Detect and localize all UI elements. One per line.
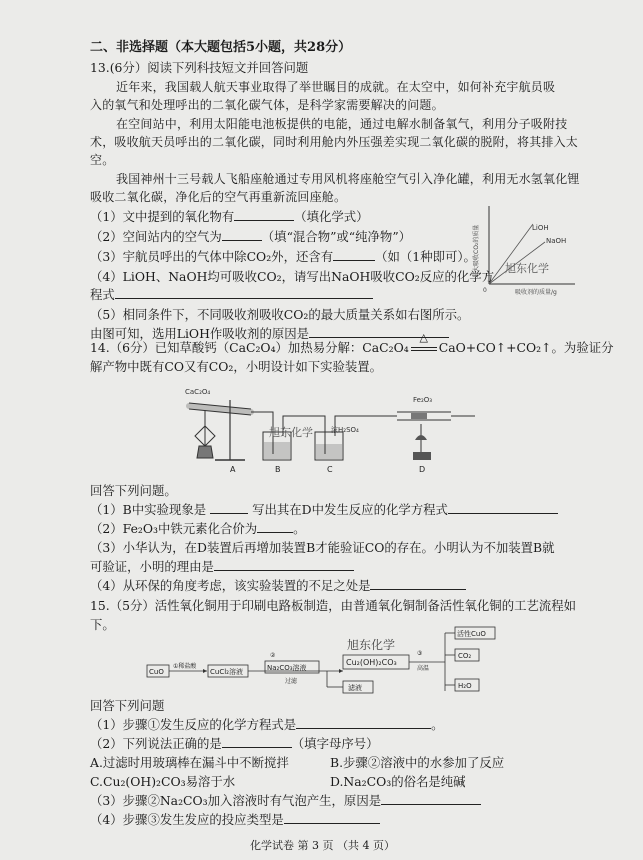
q13-item5a: （5）相同条件下，不同吸收剂吸收CO₂的最大质量关系如右图所示。 — [90, 307, 470, 322]
q14-line2: 解产物中既有CO又有CO₂，小明设计如下实验装置。 — [90, 359, 383, 374]
q13-p2-line2: 术，吸收航天员呼出的二氧化碳，同时利用舱内外压强差实现二氧化碳的脱附，将其排入太 — [90, 135, 579, 149]
apparatus-a — [185, 388, 251, 460]
q14-item1-blank2[interactable] — [448, 502, 558, 514]
q14-line1-a: 14.（6分）已知草酸钙（CaC₂O₄）加热易分解：CaC₂O₄ — [90, 340, 409, 355]
q13-item4b-text: 程式 — [90, 287, 115, 302]
q14-item1-text2: 写出其在D中发生反应的化学方程式 — [252, 502, 448, 517]
flow-product: Cu₂(OH)₂CO₃ — [346, 658, 397, 667]
q14-item2-blank[interactable] — [257, 521, 293, 533]
graph-ylabel: 最大吸收CO₂的质量 — [473, 224, 480, 278]
flow-start: CuO — [149, 668, 164, 676]
q15-item4-text: （4）步骤③发生发应的投应类型是 — [90, 812, 284, 827]
q15-item1-dot: 。 — [431, 717, 444, 732]
flow-out1: 活性CuO — [457, 630, 486, 638]
q15-item1 — [90, 717, 444, 733]
q14-item3-blank[interactable] — [214, 559, 354, 571]
q13-p3-line1: 我国神州十三号载人飞船座舱通过专用风机将座舱空气引入净化罐，利用无水氢氧化锂 — [116, 172, 580, 186]
section-header: 二、非选择题（本大题包括5小题，共28分） — [90, 40, 352, 55]
q14-item3b — [90, 559, 354, 575]
q15-item2 — [90, 736, 379, 752]
page-footer: 化学试卷 第 3 页 （共 4 页） — [250, 839, 395, 852]
graph-series-naoh: NaOH — [546, 237, 567, 245]
q15-option-d[interactable]: D.Na₂CO₃的俗名是纯碱 — [330, 774, 466, 789]
q13-item3-text: （3）宇航员呼出的气体中除CO₂外，还含有 — [90, 249, 334, 264]
q15-item1-blank[interactable] — [296, 717, 431, 729]
q13-p1-line2: 入的氧气和处理呼出的二氧化碳气体，是科学家需要解决的问题。 — [90, 98, 444, 112]
flow-filtrate: 滤液 — [348, 684, 362, 692]
q15-item2-end: （填字母序号） — [291, 736, 379, 751]
q13-p3-line2: 吸收二氧化碳，净化后的空气再重新流回座舱。 — [90, 190, 347, 204]
q15-item3-blank[interactable] — [381, 793, 481, 805]
apparatus-c — [315, 416, 397, 460]
q13-p2-line3: 空。 — [90, 153, 115, 167]
flow-step1: ①稀盐酸 — [173, 663, 197, 670]
q14-item4-text: （4）从环保的角度考虑，该实验装置的不足之处是 — [90, 578, 371, 593]
q13-item5b-text: 由图可知，选用LiOH作吸收剂的原因是 — [90, 326, 310, 341]
q14-item2-dot: 。 — [293, 521, 306, 536]
q15-item4-blank[interactable] — [284, 812, 380, 824]
q14-equals-sign — [411, 347, 437, 351]
graph-series-lioh: LiOH — [532, 224, 549, 232]
q13-item3-blank[interactable] — [333, 249, 375, 261]
q14-item1 — [90, 502, 558, 518]
q15-option-c[interactable]: C.Cu₂(OH)₂CO₃易溶于水 — [90, 774, 236, 789]
q15-line2: 下。 — [90, 617, 115, 632]
flow-step3: ③ — [417, 650, 423, 657]
flow-out2: CO₂ — [458, 652, 472, 660]
q14-item4 — [90, 578, 466, 594]
q13-item2-blank[interactable] — [222, 229, 262, 241]
q15-item2-blank[interactable] — [222, 736, 292, 748]
apparatus-label-c: C — [327, 465, 333, 474]
q15-prompt: 回答下列问题 — [90, 698, 165, 713]
graph-line-lioh — [489, 224, 533, 284]
q13-item1-blank[interactable] — [234, 209, 294, 221]
q15-line1: 15.（5分）活性氧化铜用于印刷电路板制造，由普通氧化铜制备活性氧化铜的工艺流程如 — [90, 598, 577, 613]
q13-item2-text: （2）空间站内的空气为 — [90, 229, 222, 244]
q13-item1-end: （填化学式） — [294, 209, 369, 224]
apparatus-d — [397, 396, 475, 460]
apparatus-a-reagent: CaC₂O₄ — [185, 388, 211, 396]
flow-watermark: 旭东化学 — [347, 638, 396, 652]
apparatus-label-b: B — [275, 465, 281, 474]
q14-heat-symbol: △ — [419, 331, 428, 344]
graph-xlabel: 吸收剂的质量/g — [515, 289, 557, 296]
q13-stem: 13.(6分）阅读下列科技短文并回答问题 — [90, 60, 309, 75]
q14-line1-b: CaO+CO↑+CO₂↑。为验证分 — [438, 340, 614, 355]
q13-item2-end: （填“混合物”或“纯净物”） — [261, 229, 412, 244]
q15-item3-text: （3）步骤②Na₂CO₃加入溶液时有气泡产生，原因是 — [90, 793, 382, 808]
q13-item4-blank[interactable] — [115, 287, 373, 299]
graph-watermark: 旭东化学 — [505, 262, 549, 275]
q14-item2-text: （2）Fe₂O₃中铁元素化合价为 — [90, 521, 258, 536]
q13-item4a: （4）LiOH、NaOH均可吸收CO₂，请写出NaOH吸收CO₂反应的化学方 — [90, 269, 495, 284]
q13-item1 — [90, 209, 369, 225]
q14-item2 — [90, 521, 306, 537]
q14-item3b-text: 可验证，小明的理由是 — [90, 559, 214, 574]
q14-item4-blank[interactable] — [370, 578, 466, 590]
q15-item1-text: （1）步骤①发生反应的化学方程式是 — [90, 717, 297, 732]
q13-absorption-graph — [475, 200, 585, 295]
q14-item1-blank1[interactable] — [210, 502, 248, 514]
q13-item4b — [90, 287, 373, 303]
flow-out3: H₂O — [458, 682, 472, 690]
flow-op: 过滤 — [285, 678, 298, 685]
q14-apparatus — [175, 380, 535, 475]
apparatus-c-reagent: 浓H₂SO₄ — [331, 426, 359, 434]
q13-item3-end: （如（1种即可）。 — [375, 249, 476, 264]
q14-item1-text: （1）B中实验现象是 — [90, 502, 207, 517]
q15-flowchart — [115, 625, 515, 695]
flow-reagent: Na₂CO₃溶液 — [267, 664, 307, 672]
q13-p1-line1: 近年来，我国载人航天事业取得了举世瞩目的成就。在太空中，如何补充宇航员吸 — [116, 80, 556, 94]
graph-origin: 0 — [483, 287, 487, 294]
q15-item2-text: （2）下列说法正确的是 — [90, 736, 222, 751]
q15-item4 — [90, 812, 380, 828]
q14-heat-arrow — [409, 331, 439, 356]
flow-step3b: 高温 — [417, 665, 430, 672]
q14-item3a: （3）小华认为，在D装置后再增加装置B才能验证CO的存在。小明认为不加装置B就 — [90, 540, 555, 555]
apparatus-watermark: 旭东化学 — [269, 426, 313, 439]
apparatus-d-reagent: Fe₂O₃ — [413, 396, 433, 404]
flow-mid1: CuCl₂溶液 — [210, 668, 243, 676]
q13-item2 — [90, 229, 411, 245]
apparatus-label-a: A — [230, 465, 236, 474]
q15-item3 — [90, 793, 481, 809]
q15-option-b[interactable]: B.步骤②溶液中的水参加了反应 — [330, 755, 505, 770]
q14-prompt: 回答下列问题。 — [90, 483, 177, 498]
q13-p2-line1: 在空间站中，利用太阳能电池板提供的电能，通过电解水制备氧气，利用分子吸附技 — [116, 117, 568, 131]
q15-option-a[interactable]: A.过滤时用玻璃棒在漏斗中不断搅拌 — [90, 755, 289, 770]
apparatus-label-d: D — [419, 465, 426, 474]
q13-item1-text: （1）文中提到的氧化物有 — [90, 209, 235, 224]
q13-item3 — [90, 249, 476, 265]
flow-step2: ② — [270, 652, 276, 659]
